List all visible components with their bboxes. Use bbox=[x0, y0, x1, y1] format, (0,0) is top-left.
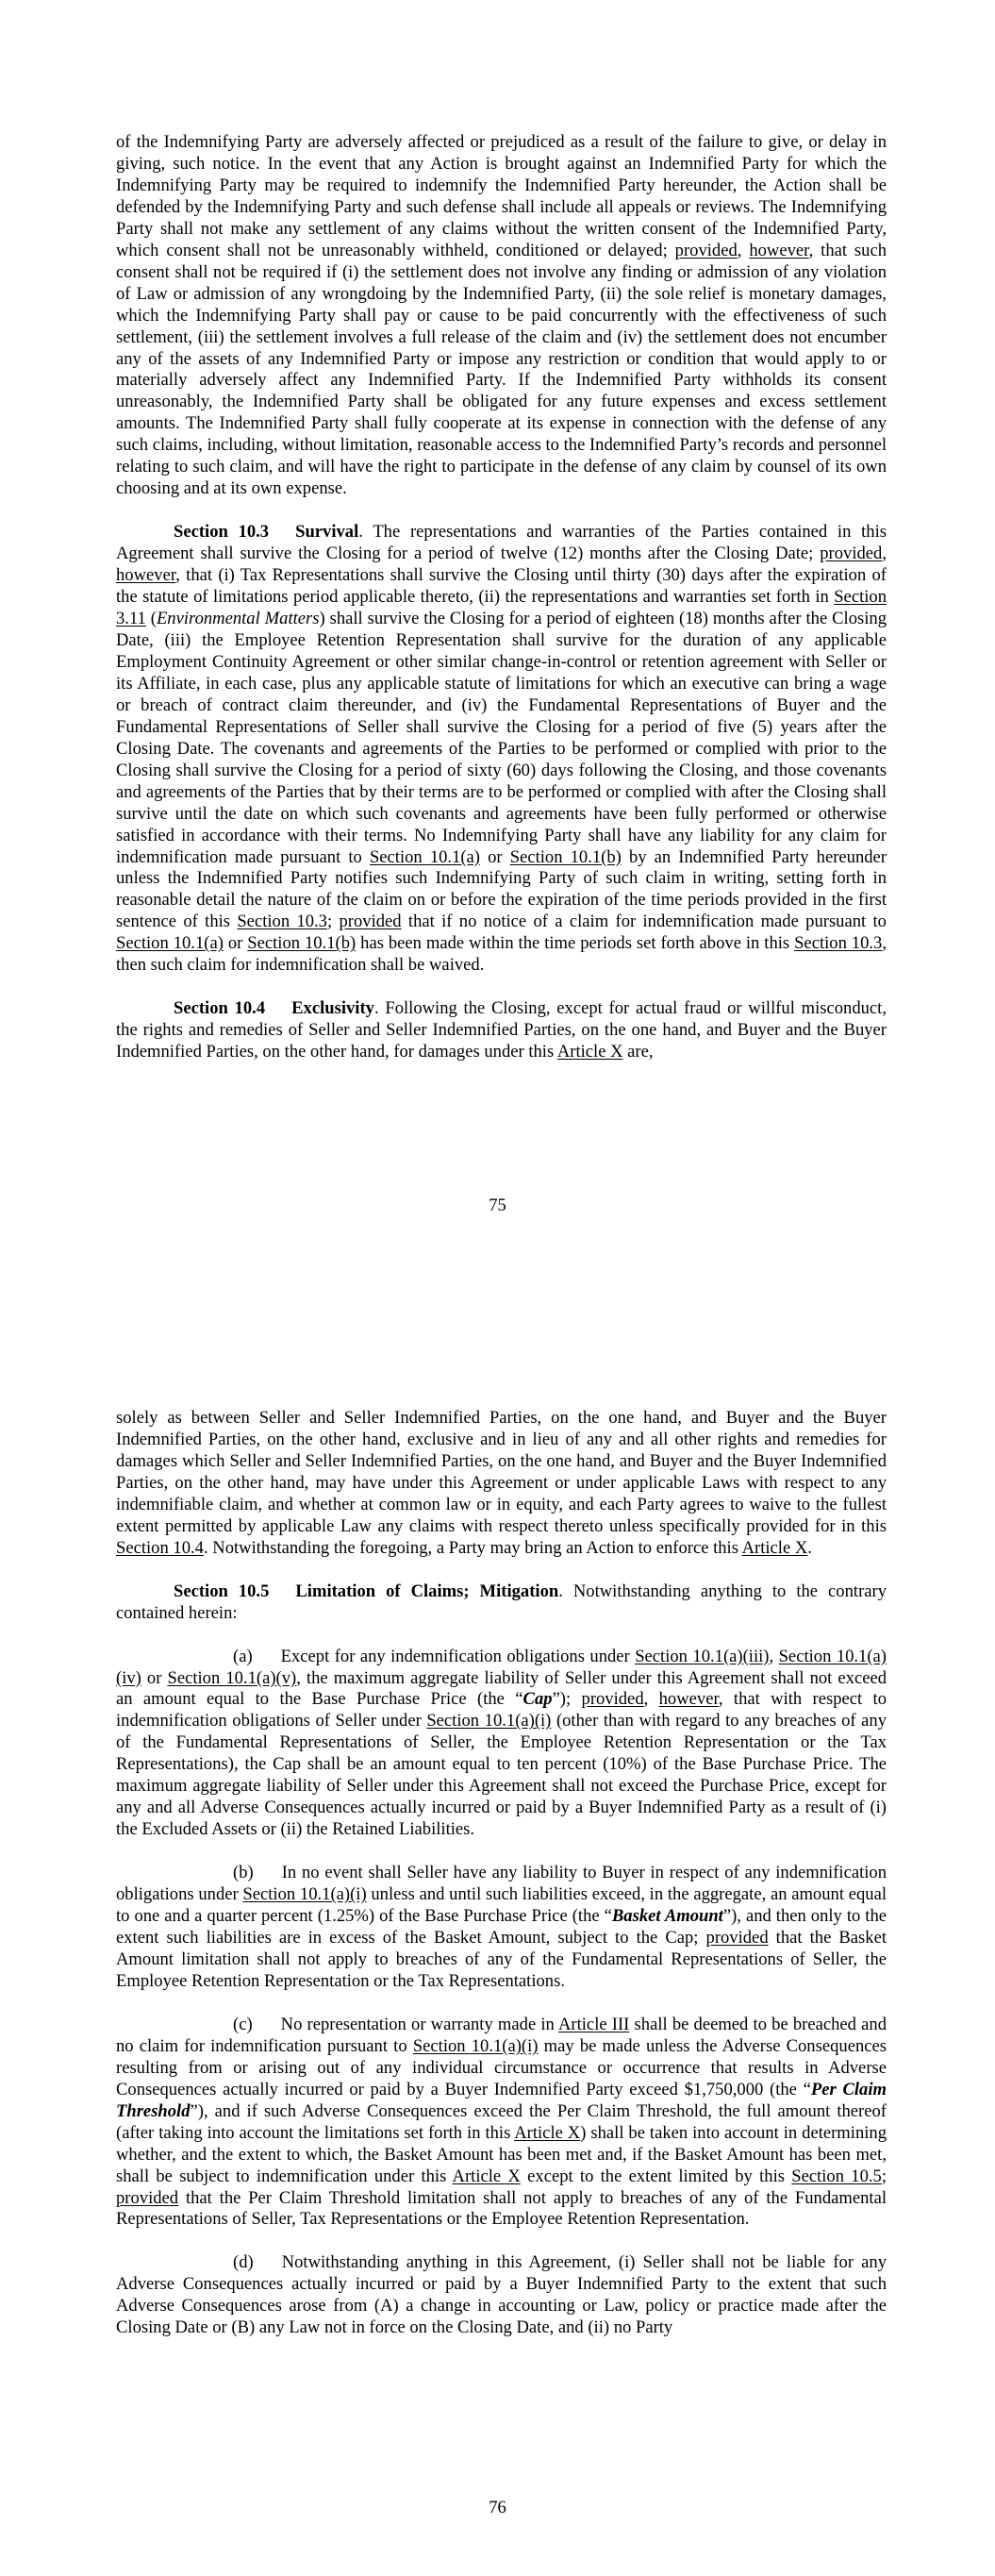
section-10-5: Section 10.5 Limitation of Claims; Mitigation. Notwithstanding anything to the contrary contained herein: bbox=[116, 1581, 887, 1623]
cross-reference: Section 10.1(a)(iii) bbox=[635, 1646, 770, 1666]
page-number: 75 bbox=[489, 1196, 506, 1215]
page-76 bbox=[0, 1293, 995, 2576]
cross-reference: Article X bbox=[556, 1042, 623, 1062]
subparagraph-label: (c) bbox=[233, 2014, 253, 2034]
cross-reference: Section 10.1(a) bbox=[369, 846, 480, 867]
subparagraph-label: (d) bbox=[233, 2252, 254, 2273]
section-number: Section 10.3 bbox=[174, 522, 270, 543]
defined-term: Cap bbox=[522, 1689, 553, 1710]
cross-reference: Section 10.1(a)(i) bbox=[426, 1711, 552, 1731]
cross-reference: Section 10.1(a) bbox=[116, 933, 224, 954]
defined-term: Basket Amount bbox=[611, 1906, 723, 1927]
cross-reference: Article X bbox=[741, 1537, 808, 1558]
subparagraph-d: (d) Notwithstanding anything in this Agreement, (i) Seller shall not be liable for any Adverse Consequences actually incurred or paid by a Buyer Indemnified Party to the extent that such Adverse Consequences arose from (A) a change in accounting or Law, policy or practice made after the Closing Date or (B) any Law not in force on the Closing Date, and (ii) no Party bbox=[116, 2252, 887, 2338]
defined-term: Per Claim Threshold bbox=[116, 2079, 887, 2121]
section-title: Survival bbox=[295, 522, 359, 543]
cross-reference: Section 10.1(b) bbox=[247, 933, 357, 954]
paragraph-continuation: solely as between Seller and Seller Indemnified Parties, on the one hand, and Buyer and the Buyer Indemnified Parties, on the other hand, exclusive and in lieu of any and all other rights and remedies for damages which Seller and Seller Indemnified Parties, on the one hand, and Buyer and the Buyer Indemnified Parties, on the other hand, may have under this Agreement or under applicable Laws with respect to any indemnifiable claim, and whether at common law or in equity, and each Party agrees to waive to the fullest extent permitted by applicable Law any claims with respect thereto unless specifically provided for in this Section 10.4. Notwithstanding the foregoing, a Party may bring an Action to enforce this Article X. bbox=[116, 1408, 887, 1558]
subparagraph-b: (b) In no event shall Seller have any liability to Buyer in respect of any indemnification obligations under Section 10.1(a)(i) unless and until such liabilities exceed, in the aggregate, an amount equal to one and a quarter percent (1.25%) of the Base Purchase Price (the “Basket Amount”), and then only to the extent such liabilities are in excess of the Basket Amount, subject to the Cap; provided that the Basket Amount limitation shall not apply to breaches of any of the Fundamental Representations of Seller, the Employee Retention Representation or the Tax Representations. bbox=[116, 1863, 887, 1991]
section-10-4: Section 10.4 Exclusivity. Following the Closing, except for actual fraud or willful misconduct, the rights and remedies of Seller and Seller Indemnified Parties, on the one hand, and Buyer and the Buyer Indemnified Parties, on the other hand, for damages under this Article X are, bbox=[116, 998, 887, 1062]
page-75-body bbox=[116, 132, 887, 1085]
subparagraph-c: (c) No representation or warranty made in Article III shall be deemed to be breached and no claim for indemnification pursuant to Section 10.1(a)(i) may be made unless the Adverse Consequences resulting from or arising out of any individual circumstance or occurrence that results in Adverse Consequences actually incurred or paid by a Buyer Indemnified Party exceed $1,750,000 (the “Per Claim Threshold”), and if such Adverse Consequences exceed the Per Claim Threshold, the full amount thereof (after taking into account the limitations set forth in this Article X) shall be taken into account in determining whether, and the extent to which, the Basket Amount has been met and, if the Basket Amount has been met, shall be subject to indemnification under this Article X except to the extent limited by this Section 10.5; provided that the Per Claim Threshold limitation shall not apply to breaches of any of the Fundamental Representations of Seller, Tax Representations or the Employee Retention Representation. bbox=[116, 2014, 887, 2230]
section-title: Limitation of Claims; Mitigation bbox=[295, 1581, 559, 1601]
page-number: 76 bbox=[489, 2498, 506, 2517]
cross-reference: Section 10.1(a)(v) bbox=[167, 1667, 297, 1688]
cross-reference: Section 10.1(a)(i) bbox=[412, 2035, 539, 2056]
cross-reference: Article III bbox=[557, 2014, 630, 2034]
paragraph-continuation: of the Indemnifying Party are adversely affected or prejudiced as a result of the failure to give, or delay in giving, such notice. In the event that any Action is brought against an Indemnified Party for which the Indemnifying Party may be required to indemnify the Indemnified Party hereunder, the Action shall be defended by the Indemnifying Party and such defense shall include all appeals or reviews. The Indemnifying Party shall not make any settlement of any claims without the written consent of the Indemnified Party, which consent shall not be unreasonably withheld, conditioned or delayed; provided, however, that such consent shall not be required if (i) the settlement does not involve any finding or admission of any violation of Law or admission of any wrongdoing by the Indemnified Party, (ii) the sole relief is monetary damages, which the Indemnifying Party shall pay or cause to be paid concurrently with the effectiveness of such settlement, (iii) the settlement involves a full release of the claim and (iv) the settlement does not encumber any of the assets of any Indemnified Party or impose any restriction or condition that would apply to or materially adversely affect any Indemnified Party. If the Indemnified Party withholds its consent unreasonably, the Indemnified Party shall be obligated for any future expenses and excess settlement amounts. The Indemnified Party shall fully cooperate at its expense in connection with the defense of any such claims, including, without limitation, reasonable access to the Indemnified Party’s records and personnel relating to such claim, and will have the right to participate in the defense of any claim by counsel of its own choosing and at its own expense. bbox=[116, 132, 887, 499]
section-number: Section 10.5 bbox=[174, 1581, 270, 1601]
cross-reference: Article X bbox=[514, 2122, 581, 2143]
cross-reference: Section 10.3 bbox=[237, 912, 327, 932]
subparagraph-label: (b) bbox=[233, 1863, 254, 1883]
cross-reference: Section 3.11 bbox=[116, 587, 887, 629]
subparagraph-a: (a) Except for any indemnification obligations under Section 10.1(a)(iii), Section 10.1(a)(iv) or Section 10.1(a)(v), the maximum aggregate liability of Seller under this Agreement shall not exceed an amount equal to the Base Purchase Price (the “Cap”); provided, however, that with respect to indemnification obligations of Seller under Section 10.1(a)(i) (other than with regard to any breaches of any of the Fundamental Representations of Seller, the Employee Retention Representation or the Tax Representations), the Cap shall be an amount equal to ten percent (10%) of the Base Purchase Price. The maximum aggregate liability of Seller under this Agreement shall not exceed the Purchase Price, except for any and all Adverse Consequences actually incurred or paid by a Buyer Indemnified Party as a result of (i) the Excluded Assets or (ii) the Retained Liabilities. bbox=[116, 1646, 887, 1840]
cross-reference: Section 10.4 bbox=[116, 1537, 204, 1558]
section-10-3: Section 10.3 Survival. The representations and warranties of the Parties contained in this Agreement shall survive the Closing for a period of twelve (12) months after the Closing Date; provided, however, that (i) Tax Representations shall survive the Closing until thirty (30) days after the expiration of the statute of limitations period applicable thereto, (ii) the representations and warranties set forth in Section 3.11 (Environmental Matters) shall survive the Closing for a period of eighteen (18) months after the Closing Date, (iii) the Employee Retention Representation shall survive for the duration of any applicable Employment Continuity Agreement or other similar change-in-control or retention agreement with Seller or its Affiliate, in each case, plus any applicable statute of limitations for which an executive can bring a wage or breach of contract claim thereunder, and (iv) the Fundamental Representations of Buyer and the Fundamental Representations of Seller shall survive the Closing for a period of five (5) years after the Closing Date. The covenants and agreements of the Parties to be performed or complied with prior to the Closing shall survive the Closing for a period of sixty (60) days following the Closing, and those covenants and agreements of the Parties that by their terms are to be performed or complied with after the Closing shall survive until the date on which such covenants and agreements have been fully performed or otherwise satisfied in accordance with their terms. No Indemnifying Party shall have any liability for any claim for indemnification made pursuant to Section 10.1(a) or Section 10.1(b) by an Indemnified Party hereunder unless the Indemnified Party notifies such Indemnifying Party of such claim in writing, setting forth in reasonable detail the nature of the claim on or before the expiration of the time periods provided in the first sentence of this Section 10.3; provided that if no notice of a claim for indemnification made pursuant to Section 10.1(a) or Section 10.1(b) has been made within the time periods set forth above in this Section 10.3, then such claim for indemnification shall be waived. bbox=[116, 522, 887, 976]
cross-reference: Section 10.1(a)(iv) bbox=[116, 1646, 887, 1688]
section-number: Section 10.4 bbox=[174, 998, 266, 1019]
section-title: Exclusivity bbox=[291, 998, 374, 1019]
page-76-body bbox=[116, 1408, 887, 2361]
cross-reference: Section 10.1(b) bbox=[509, 846, 622, 867]
subparagraph-label: (a) bbox=[233, 1646, 253, 1666]
cross-reference: Section 10.3 bbox=[794, 933, 883, 954]
cross-reference: Section 10.1(a)(i) bbox=[242, 1884, 367, 1905]
cross-reference: Section 10.5 bbox=[791, 2166, 882, 2186]
cross-reference: Article X bbox=[452, 2166, 521, 2186]
